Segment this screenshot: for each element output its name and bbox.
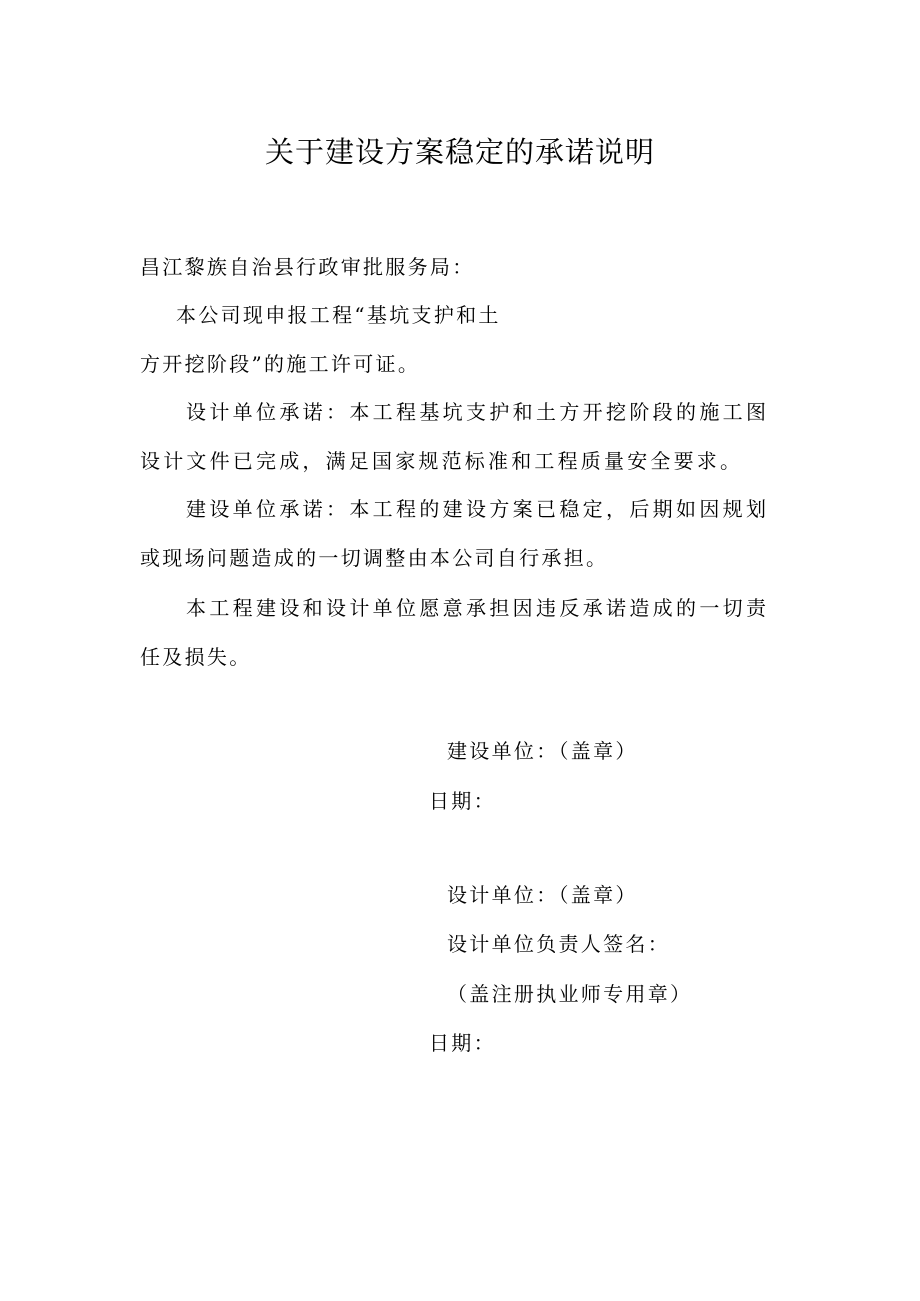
design-commitment-line-1: 设计单位承诺：本工程基坑支护和土方开挖阶段的施工图: [186, 400, 766, 424]
construction-commitment-line-1: 建设单位承诺：本工程的建设方案已稳定，后期如因规划: [186, 497, 766, 521]
design-unit-seal: 设计单位：（盖章）: [447, 883, 638, 907]
intro-paragraph-line-2: 方开挖阶段”的施工许可证。: [140, 352, 421, 376]
liability-paragraph-line-2: 任及损失。: [140, 645, 252, 669]
document-title: 关于建设方案稳定的承诺说明: [264, 135, 655, 169]
design-seal-note: （盖注册执业师专用章）: [447, 982, 693, 1006]
construction-commitment-line-2: 或现场问题造成的一切调整由本公司自行承担。: [140, 546, 609, 570]
design-date: 日期：: [429, 1031, 496, 1055]
design-principal-signature: 设计单位负责人签名：: [447, 932, 670, 956]
liability-paragraph-line-1: 本工程建设和设计单位愿意承担因违反承诺造成的一切责: [186, 596, 766, 620]
design-commitment-line-2: 设计文件已完成，满足国家规范标准和工程质量安全要求。: [140, 449, 740, 473]
addressee: 昌江黎族自治县行政审批服务局：: [140, 255, 475, 279]
construction-date: 日期：: [429, 789, 496, 813]
intro-paragraph-line-1: 本公司现申报工程“基坑支护和土: [176, 303, 501, 327]
construction-unit-seal: 建设单位：（盖章）: [447, 739, 638, 763]
